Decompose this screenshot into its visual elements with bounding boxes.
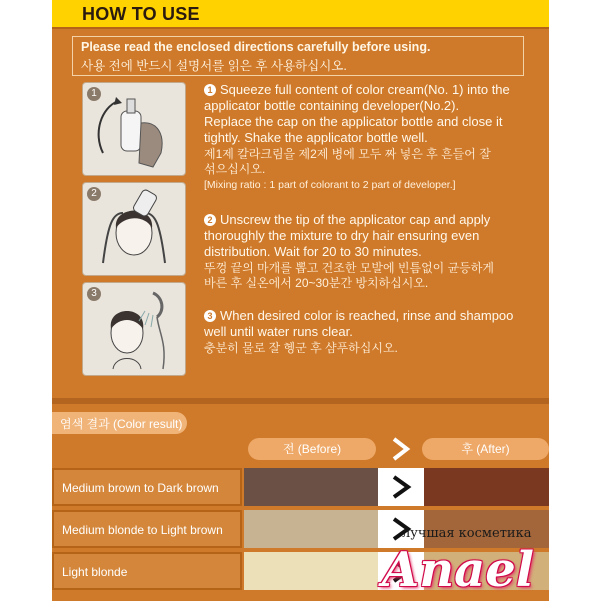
notice-korean: 사용 전에 반드시 설명서를 읽은 후 사용하십시오. xyxy=(81,59,347,73)
step-2-illustration xyxy=(82,182,186,276)
mixing-ratio: [Mixing ratio : 1 part of colorant to 2 part of developer.] xyxy=(204,179,456,191)
step-2-number: 2 xyxy=(87,187,101,201)
before-header: 전 (Before) xyxy=(248,438,376,460)
step-3-bullet: 3 xyxy=(204,310,216,322)
color-result-tab xyxy=(52,412,187,434)
page-title: HOW TO USE xyxy=(82,4,200,24)
step-1-number: 1 xyxy=(87,87,101,101)
steps-section xyxy=(82,82,522,375)
before-swatch xyxy=(244,468,378,506)
notice-box xyxy=(72,36,524,76)
result-row-1 xyxy=(52,468,549,506)
header-bar xyxy=(52,0,549,29)
section-divider xyxy=(52,398,549,404)
step-3-number: 3 xyxy=(87,287,101,301)
result-row-label: Light blonde xyxy=(52,552,242,590)
chevron-right-icon xyxy=(390,436,412,462)
result-row-label: Medium brown to Dark brown xyxy=(52,468,242,506)
color-result-title: 염색 결과 (Color result) xyxy=(60,417,183,431)
watermark-subtitle: лучшая косметика xyxy=(402,526,532,541)
after-swatch xyxy=(424,468,549,506)
before-swatch xyxy=(244,510,378,548)
step-2-text: 2 Unscrew the tip of the applicator cap and apply thoroughly the mixture to dry hair ensuring even distribution. Wait for 20 to 30 minutes. 뚜껑 끝의 마개를 뽑고 건조한 모발에 빈틈없이 균등하게 바른 후 실온에서 20~30분간 방치하십시오. xyxy=(204,212,494,290)
before-swatch xyxy=(244,552,378,590)
arrow-cell xyxy=(378,468,424,506)
step-1-text: 1 Squeeze full content of color cream(No. 1) into the applicator bottle containing developer(No.2). Replace the cap on the applicator bottle and close it tightly. Shake the applicator bottle well. 제1제 칼라크림을 제2제 병에 모두 짜 넣은 후 흔들어 잘 섞으십시오. [Mixing ratio : 1 part of colorant to 2 part of developer.] xyxy=(204,82,534,191)
step-1-bullet: 1 xyxy=(204,84,216,96)
watermark-logo: Anael xyxy=(382,542,535,598)
how-to-use-panel xyxy=(52,0,549,601)
step-2-bullet: 2 xyxy=(204,214,216,226)
after-header: 후 (After) xyxy=(422,438,549,460)
step-3-illustration xyxy=(82,282,186,376)
chevron-right-icon xyxy=(378,468,424,506)
step-1-illustration xyxy=(82,82,186,176)
step-3-text: 3 When desired color is reached, rinse and shampoo well until water runs clear. 충분히 물로 잘 헹군 후 샴푸하십시오. xyxy=(204,308,514,355)
result-row-label: Medium blonde to Light brown xyxy=(52,510,242,548)
notice-english: Please read the enclosed directions carefully before using. xyxy=(81,40,431,54)
